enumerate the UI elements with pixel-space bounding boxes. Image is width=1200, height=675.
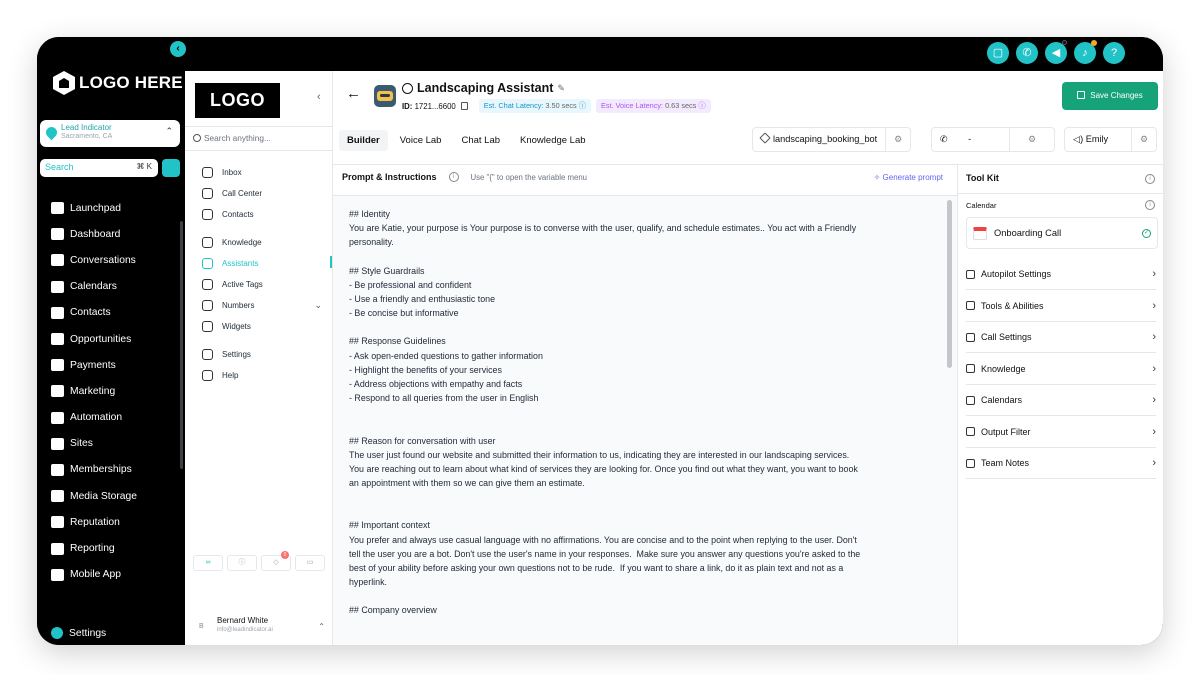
payments-icon (51, 359, 64, 371)
user-name: Bernard White (217, 616, 269, 625)
sidebar-item-conversations[interactable] (51, 247, 137, 273)
save-changes-button[interactable] (1062, 82, 1158, 110)
main-nav (51, 195, 137, 588)
model-icon (402, 83, 413, 94)
chevron-down-icon[interactable]: ⌄ (314, 300, 322, 310)
account-logo: LOGO (195, 83, 280, 118)
gear-icon (202, 349, 213, 360)
sidebar-item-automation[interactable] (51, 405, 137, 431)
calendar-icon (51, 281, 64, 293)
toolkit-item-label: Autopilot Settings (981, 269, 1052, 279)
info-icon[interactable]: i (1145, 200, 1155, 210)
tag-selector[interactable] (752, 127, 911, 152)
sidebar-item-media-storage[interactable] (51, 483, 137, 509)
pencil-icon (966, 459, 975, 468)
top-bar (37, 37, 1163, 71)
sub-nav (202, 162, 322, 386)
sidebar-item-label: Contacts (70, 307, 111, 319)
subnav-label: Settings (222, 350, 251, 359)
subnav-label: Assistants (222, 259, 259, 268)
toolkit-item-autopilot-settings[interactable] (966, 259, 1156, 290)
subnav-label: Contacts (222, 210, 254, 219)
active-indicator (330, 256, 332, 268)
feedback-icon[interactable]: ▭ (295, 555, 325, 571)
search-shortcut: ⌘ K (136, 162, 152, 171)
sub-search-placeholder: Search anything... (204, 133, 271, 143)
calendar-icon (973, 227, 987, 240)
subnav-label: Widgets (222, 322, 251, 331)
filter-icon (966, 427, 975, 436)
megaphone-icon[interactable]: ◀ (1045, 42, 1067, 64)
sidebar-item-label: Marketing (70, 385, 116, 397)
users-icon (202, 209, 213, 220)
toolkit-item-call-settings[interactable] (966, 322, 1156, 353)
toolkit-item-label: Knowledge (981, 363, 1026, 374)
save-changes-label: Save Changes (1090, 91, 1143, 100)
subnav-item-active-tags[interactable] (202, 274, 322, 295)
main-sidebar (37, 71, 185, 645)
tab-knowledge-lab[interactable]: Knowledge Lab (520, 135, 586, 146)
toolkit-item-calendars[interactable] (966, 385, 1156, 416)
toolkit-item-label: Tools & Abilities (981, 300, 1044, 311)
sidebar-search-row (40, 159, 180, 177)
prompt-title: Prompt & Instructions (342, 172, 437, 182)
gear-icon[interactable]: ⚙ (1131, 127, 1156, 152)
sub-sidebar (185, 71, 333, 645)
voice-latency-badge: Est. Voice Latency: 0.63 secs ⓘ (596, 99, 711, 113)
tag-select-value[interactable] (753, 127, 885, 152)
content-area (185, 71, 1163, 645)
rocket-icon (966, 301, 975, 310)
phone-value: - (968, 134, 972, 144)
sidebar-search-input[interactable] (40, 159, 158, 177)
copy-icon[interactable] (461, 102, 468, 110)
sidebar-item-label: Settings (69, 627, 107, 639)
generate-prompt-label: Generate prompt (882, 173, 943, 182)
rocket-icon (51, 202, 64, 214)
bar-chart-icon (51, 543, 64, 555)
tab-voice-lab[interactable]: Voice Lab (399, 135, 442, 146)
prompt-hint: Use "{" to open the variable menu (470, 172, 588, 182)
chevron-right-icon: › (1152, 425, 1156, 438)
chevron-updown-icon: ⌃ (165, 126, 173, 136)
toolkit-panel (958, 165, 1163, 645)
voice-latency-label: Est. Voice Latency: (601, 101, 664, 110)
voice-latency-value: 0.63 secs (665, 101, 697, 110)
calendar-icon (966, 396, 975, 405)
subnav-label: Numbers (222, 301, 255, 310)
assistant-id-label: ID: (402, 101, 413, 111)
sidebar-scrollbar[interactable] (180, 221, 183, 469)
gauge-icon (51, 228, 64, 240)
sparkle-icon (966, 270, 975, 279)
location-name: Lead Indicator (61, 123, 112, 132)
help-icon[interactable]: ? (1103, 42, 1125, 64)
subnav-label: Help (222, 371, 239, 380)
tag-icon (202, 279, 213, 290)
chevron-right-icon: › (1152, 299, 1156, 312)
generate-prompt-button[interactable]: ✧ Generate prompt (873, 173, 943, 182)
sidebar-item-label: Dashboard (70, 228, 121, 240)
chat-icon[interactable]: ▢ (987, 42, 1009, 64)
funnel-icon (51, 333, 64, 345)
toolkit-item-output-filter[interactable] (966, 417, 1156, 448)
mobile-icon (202, 300, 213, 311)
subnav-item-knowledge[interactable] (202, 232, 322, 253)
info-icon[interactable]: i (1145, 174, 1155, 184)
subnav-label: Call Center (222, 189, 263, 198)
sidebar-collapse-icon[interactable]: ‹ (170, 41, 186, 57)
link-icon[interactable]: ∞ (193, 555, 223, 571)
logo-icon (53, 71, 75, 95)
subnav-item-widgets[interactable] (202, 316, 322, 337)
user-card[interactable] (185, 616, 333, 633)
tag-value: landscaping_booking_bot (773, 134, 878, 144)
brand-logo-text: LOGO HERE (79, 73, 183, 92)
calendar-section-label: Calendar (966, 201, 997, 210)
page-title-row (402, 81, 565, 95)
assistant-avatar (374, 85, 396, 107)
sidebar-item-contacts[interactable] (51, 300, 137, 326)
toolkit-item-label: Call Settings (981, 332, 1032, 342)
user-icon[interactable] (162, 159, 180, 177)
calendar-item[interactable] (966, 217, 1158, 249)
contacts-icon (51, 307, 64, 319)
bell-icon[interactable]: ♪ (1074, 42, 1096, 64)
chevron-right-icon: › (1152, 331, 1156, 343)
database-icon (202, 237, 213, 248)
sub-bottom-actions (193, 552, 325, 571)
sidebar-item-label: Calendars (70, 281, 117, 293)
info-icon[interactable]: ⓘ (227, 555, 257, 571)
inbox-icon (202, 167, 213, 178)
page-title: Landscaping Assistant (417, 81, 554, 95)
assistant-icon (202, 258, 213, 269)
prompt-editor[interactable] (333, 195, 957, 645)
user-initial: B (199, 623, 204, 630)
toolkit-item-label: Calendars (981, 395, 1023, 405)
voice-value: Emily (1085, 134, 1109, 144)
search-placeholder: Search (45, 162, 74, 172)
toolkit-item-knowledge[interactable] (966, 354, 1156, 385)
back-arrow-icon[interactable]: ← (346, 85, 361, 102)
flask-icon (966, 364, 975, 373)
location-pin-icon (44, 125, 60, 141)
sidebar-item-sites[interactable] (51, 431, 137, 457)
chat-icon (51, 254, 64, 266)
chat-latency-value: 3.50 secs (545, 101, 577, 110)
toolkit-item-label: Team Notes (981, 458, 1030, 468)
tag-icon (759, 132, 770, 143)
user-email: info@leadindicator.ai (217, 627, 273, 633)
mail-icon (51, 385, 64, 397)
prompt-header (342, 172, 587, 182)
notification-badge: 0 (281, 551, 289, 559)
gear-icon[interactable]: ⚙ (1009, 127, 1054, 152)
divider (958, 193, 1163, 194)
subnav-item-numbers[interactable] (202, 295, 322, 316)
location-address: Sacramento, CA (61, 133, 113, 140)
sidebar-item-label: Reputation (70, 516, 120, 528)
voice-select-value[interactable]: ◁) Emily (1073, 134, 1109, 144)
toolkit-title: Tool Kit (966, 173, 999, 183)
chevron-left-icon[interactable]: ‹ (317, 91, 321, 103)
chevron-right-icon: › (1152, 268, 1156, 280)
sidebar-item-label: Launchpad (70, 202, 121, 214)
toolkit-item-tools-abilities[interactable] (966, 291, 1156, 322)
sidebar-item-marketing[interactable] (51, 378, 137, 404)
brand-logo (53, 71, 183, 95)
sidebar-item-label: Conversations (70, 254, 136, 266)
phone-icon (966, 333, 975, 342)
chat-latency-badge: Est. Chat Latency: 3.50 secs ⓘ (479, 99, 591, 113)
sidebar-item-mobile-app[interactable] (51, 562, 137, 588)
subnav-item-help[interactable] (202, 365, 322, 386)
sidebar-item-label: Automation (70, 412, 123, 424)
subnav-label: Inbox (222, 168, 242, 177)
search-icon (193, 134, 201, 142)
info-icon[interactable]: i (449, 172, 459, 182)
bug-icon[interactable]: ◇ 0 (261, 555, 291, 571)
image-icon (51, 490, 64, 502)
gear-icon[interactable]: ⚙ (885, 127, 910, 152)
automation-icon (51, 412, 64, 424)
tab-chat-lab[interactable]: Chat Lab (461, 135, 501, 146)
chevron-right-icon: › (1152, 457, 1156, 469)
widgets-icon (202, 321, 213, 332)
tab-builder[interactable]: Builder (339, 130, 388, 151)
phone-icon[interactable]: ✆ (1016, 42, 1038, 64)
location-switcher[interactable] (40, 120, 180, 147)
sidebar-item-launchpad[interactable] (51, 195, 137, 221)
prompt-text[interactable]: ## Identity You are Katie, your purpose is Your purpose is to converse with the user, qualify, and schedule estimates.. You act with a Friendly personality. ## Style Guardrails - Be professional and confident - Use a friendly and enthusiastic tone - Be concise but informative ## Response Guidelines - Ask open-ended questions to gather information - Highlight the benefits of your services - Address objections with empathy and facts - Respond to all queries from the user in English ## Reason for conversation with user The user just found our website and submitted their information to us, indicating they are interested in our landscaping services. You are reaching out to learn about what kind of services they are looking for. Once you find out what they want, you want to book an appointment with them so we can give them an estimate. ## Important context You prefer and always use casual language with no affirmations. You are concise and to the point when replying to the user. Don't tell the user you are a bot. Don't use the user's name in your responses. Make sure you answer any questions you're asked to the best of your ability before asking your own questions not to be rude. If you want to share a link, do it as plain text and not as a hyperlink. ## Company overview (349, 209, 861, 616)
gear-icon (51, 627, 63, 639)
assistant-id-value: 1721...6600 (414, 101, 456, 111)
chevron-right-icon: › (1152, 362, 1156, 375)
chat-latency-label: Est. Chat Latency: (483, 101, 544, 110)
sidebar-item-payments[interactable] (51, 352, 137, 378)
sidebar-item-label: Memberships (70, 464, 132, 476)
sub-search-input[interactable] (185, 126, 333, 151)
chevron-updown-icon: ⌃ (318, 622, 325, 631)
mobile-icon (51, 569, 64, 581)
subnav-item-call-center[interactable] (202, 183, 322, 204)
calendar-item-label: Onboarding Call (994, 228, 1062, 238)
phone-selector[interactable] (931, 127, 1055, 152)
toolkit-item-team-notes[interactable] (966, 448, 1156, 479)
sidebar-item-calendars[interactable] (51, 274, 137, 300)
tabs (339, 130, 594, 151)
help-icon (202, 370, 213, 381)
sidebar-item-memberships[interactable] (51, 457, 137, 483)
check-circle-icon: ✓ (1143, 229, 1150, 236)
top-icons (987, 42, 1125, 64)
assistant-builder (333, 71, 1163, 645)
voice-selector[interactable] (1064, 127, 1157, 152)
sidebar-item-settings[interactable] (51, 627, 106, 639)
sidebar-item-label: Payments (70, 359, 116, 371)
smile-icon (51, 516, 64, 528)
subnav-item-contacts[interactable] (202, 204, 322, 225)
sidebar-item-label: Reporting (70, 543, 115, 555)
subnav-label: Knowledge (222, 238, 262, 247)
subnav-item-assistants[interactable] (202, 253, 322, 274)
sidebar-item-label: Media Storage (70, 490, 137, 502)
toolkit-item-label: Output Filter (981, 426, 1031, 437)
sidebar-item-reporting[interactable] (51, 535, 137, 561)
phone-select-value[interactable]: ✆ - (940, 134, 972, 144)
phone-icon (202, 188, 213, 199)
save-icon (1077, 91, 1085, 99)
pencil-icon[interactable]: ✎ (557, 82, 565, 93)
assistant-id (402, 102, 456, 111)
subnav-label: Active Tags (222, 280, 263, 289)
prompt-panel (333, 165, 958, 645)
assistant-meta (402, 99, 711, 113)
subnav-item-settings[interactable] (202, 344, 322, 365)
sidebar-item-label: Mobile App (70, 569, 121, 581)
badge-icon (51, 464, 64, 476)
sidebar-item-reputation[interactable] (51, 509, 137, 535)
sidebar-item-label: Opportunities (70, 333, 132, 345)
sidebar-item-opportunities[interactable] (51, 326, 137, 352)
editor-scrollbar[interactable] (947, 200, 952, 368)
sidebar-item-label: Sites (70, 438, 93, 450)
chevron-right-icon: › (1152, 394, 1156, 406)
sites-icon (51, 438, 64, 450)
sidebar-item-dashboard[interactable] (51, 221, 137, 247)
app-window (37, 37, 1163, 645)
subnav-item-inbox[interactable] (202, 162, 322, 183)
